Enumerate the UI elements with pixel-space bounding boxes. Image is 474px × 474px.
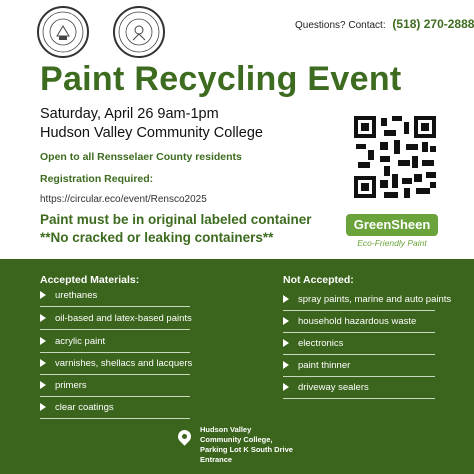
accepted-item-label: oil-based and latex-based paints: [55, 313, 192, 324]
event-date: Saturday, April 26 9am-1pm: [40, 106, 219, 122]
accepted-item: [40, 290, 190, 307]
arrow-icon: [283, 295, 289, 303]
not-accepted-item-label: driveway sealers: [298, 382, 369, 393]
accepted-item-label: primers: [55, 380, 87, 391]
not-accepted-item-label: paint thinner: [298, 360, 351, 371]
not-accepted-item-label: household hazardous waste: [298, 316, 417, 327]
contact-phone[interactable]: (518) 270-2888: [392, 17, 474, 31]
eligibility-text: Open to all Rensselaer County residents: [40, 151, 242, 163]
arrow-icon: [40, 403, 46, 411]
accepted-item-label: clear coatings: [55, 402, 114, 413]
accepted-item: [40, 313, 190, 330]
qr-code[interactable]: [354, 116, 436, 198]
arrow-icon: [283, 383, 289, 391]
not-accepted-item: [283, 294, 452, 311]
not-accepted-item-label: spray paints, marine and auto paints: [298, 294, 452, 305]
address-line: Hudson Valley: [200, 425, 252, 434]
arrow-icon: [283, 339, 289, 347]
arrow-icon: [40, 381, 46, 389]
accepted-item-label: varnishes, shellacs and lacquers: [55, 358, 193, 369]
accepted-item: [40, 402, 190, 419]
event-title: Paint Recycling Event: [40, 60, 402, 98]
not-accepted-item-label: electronics: [298, 338, 344, 349]
accepted-item: [40, 380, 190, 397]
accepted-item: [40, 358, 193, 375]
arrow-icon: [283, 361, 289, 369]
accepted-item-label: urethanes: [55, 290, 98, 301]
arrow-icon: [40, 314, 46, 322]
arrow-icon: [283, 317, 289, 325]
not-accepted-heading: Not Accepted:: [283, 274, 354, 286]
city-of-troy-seal: [113, 6, 165, 58]
container-rule: Paint must be in original labeled container: [40, 212, 312, 227]
greensheen-tagline: Eco-Friendly Paint: [357, 238, 427, 248]
not-accepted-item: [283, 338, 435, 355]
arrow-icon: [40, 291, 46, 299]
accepted-heading: Accepted Materials:: [40, 274, 140, 286]
contact-line: [295, 17, 474, 31]
seal-ring: [39, 8, 87, 56]
arrow-icon: [40, 337, 46, 345]
registration-label: Registration Required:: [40, 173, 154, 185]
not-accepted-item: [283, 316, 435, 333]
not-accepted-item: [283, 382, 435, 399]
event-venue: Hudson Valley Community College: [40, 125, 263, 141]
accepted-item-label: acrylic paint: [55, 336, 106, 347]
contact-label: Questions? Contact:: [295, 20, 386, 31]
seal-ring: [115, 8, 163, 56]
address-line: Entrance: [200, 455, 233, 464]
arrow-icon: [40, 359, 46, 367]
address-line: Community College,: [200, 435, 273, 444]
rensselaer-county-seal: [37, 6, 89, 58]
accepted-item: [40, 336, 190, 353]
registration-link[interactable]: https://circular.eco/event/Rensco2025: [40, 194, 207, 205]
location-address: [200, 425, 293, 465]
greensheen-logo: GreenSheen: [346, 214, 438, 236]
address-line: Parking Lot K South Drive: [200, 445, 293, 454]
not-accepted-item: [283, 360, 435, 377]
leaking-rule: **No cracked or leaking containers**: [40, 230, 274, 245]
